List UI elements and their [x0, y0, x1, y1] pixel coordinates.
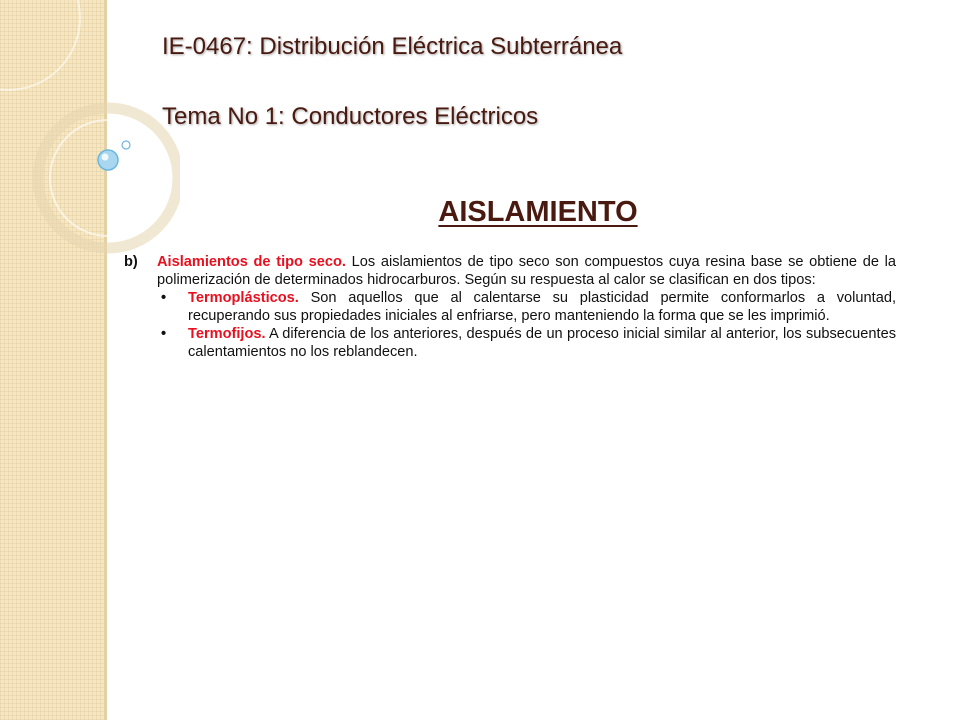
side-strip-edge [104, 0, 107, 720]
bullet-body [188, 325, 896, 361]
bullet-icon: • [161, 290, 167, 306]
list-item [157, 325, 896, 361]
dry-insulation-description: Los aislamientos de tipo seco son compuestos cuya resina base se obtiene de la polimerización de determinados hidrocarburos. Según su respuesta al calor se clasifican en dos tipos: [157, 254, 896, 288]
course-title: IE-0467: Distribución Eléctrica Subterránea [162, 33, 623, 60]
insulation-types-list [157, 289, 896, 361]
list-marker: b) [124, 254, 138, 270]
list-item [157, 289, 896, 325]
term-dry-insulation: Aislamientos de tipo seco. [157, 254, 346, 270]
slide-content [124, 253, 896, 361]
bullet-icon: • [161, 326, 167, 342]
topic-title: Tema No 1: Conductores Eléctricos [162, 103, 539, 130]
list-item-body [157, 253, 896, 361]
thermoset-description: A diferencia de los anteriores, después de un proceso inicial similar al anterior, los subsecuentes calentamientos no los reblandecen. [188, 326, 896, 360]
thermoplastic-description: Son aquellos que al calentarse su plasticidad permite conformarlos a voluntad, recuperando sus propiedades iniciales al enfriarse, pero manteniendo la forma que se les imprimió. [188, 290, 896, 324]
term-thermoplastic: Termoplásticos. [188, 290, 299, 306]
term-thermoset: Termofijos. [188, 326, 266, 342]
bubble-small [122, 141, 130, 149]
bullet-body [188, 289, 896, 325]
list-item-b [124, 253, 896, 361]
section-heading: AISLAMIENTO [438, 196, 638, 228]
side-decoration-strip [0, 0, 104, 720]
